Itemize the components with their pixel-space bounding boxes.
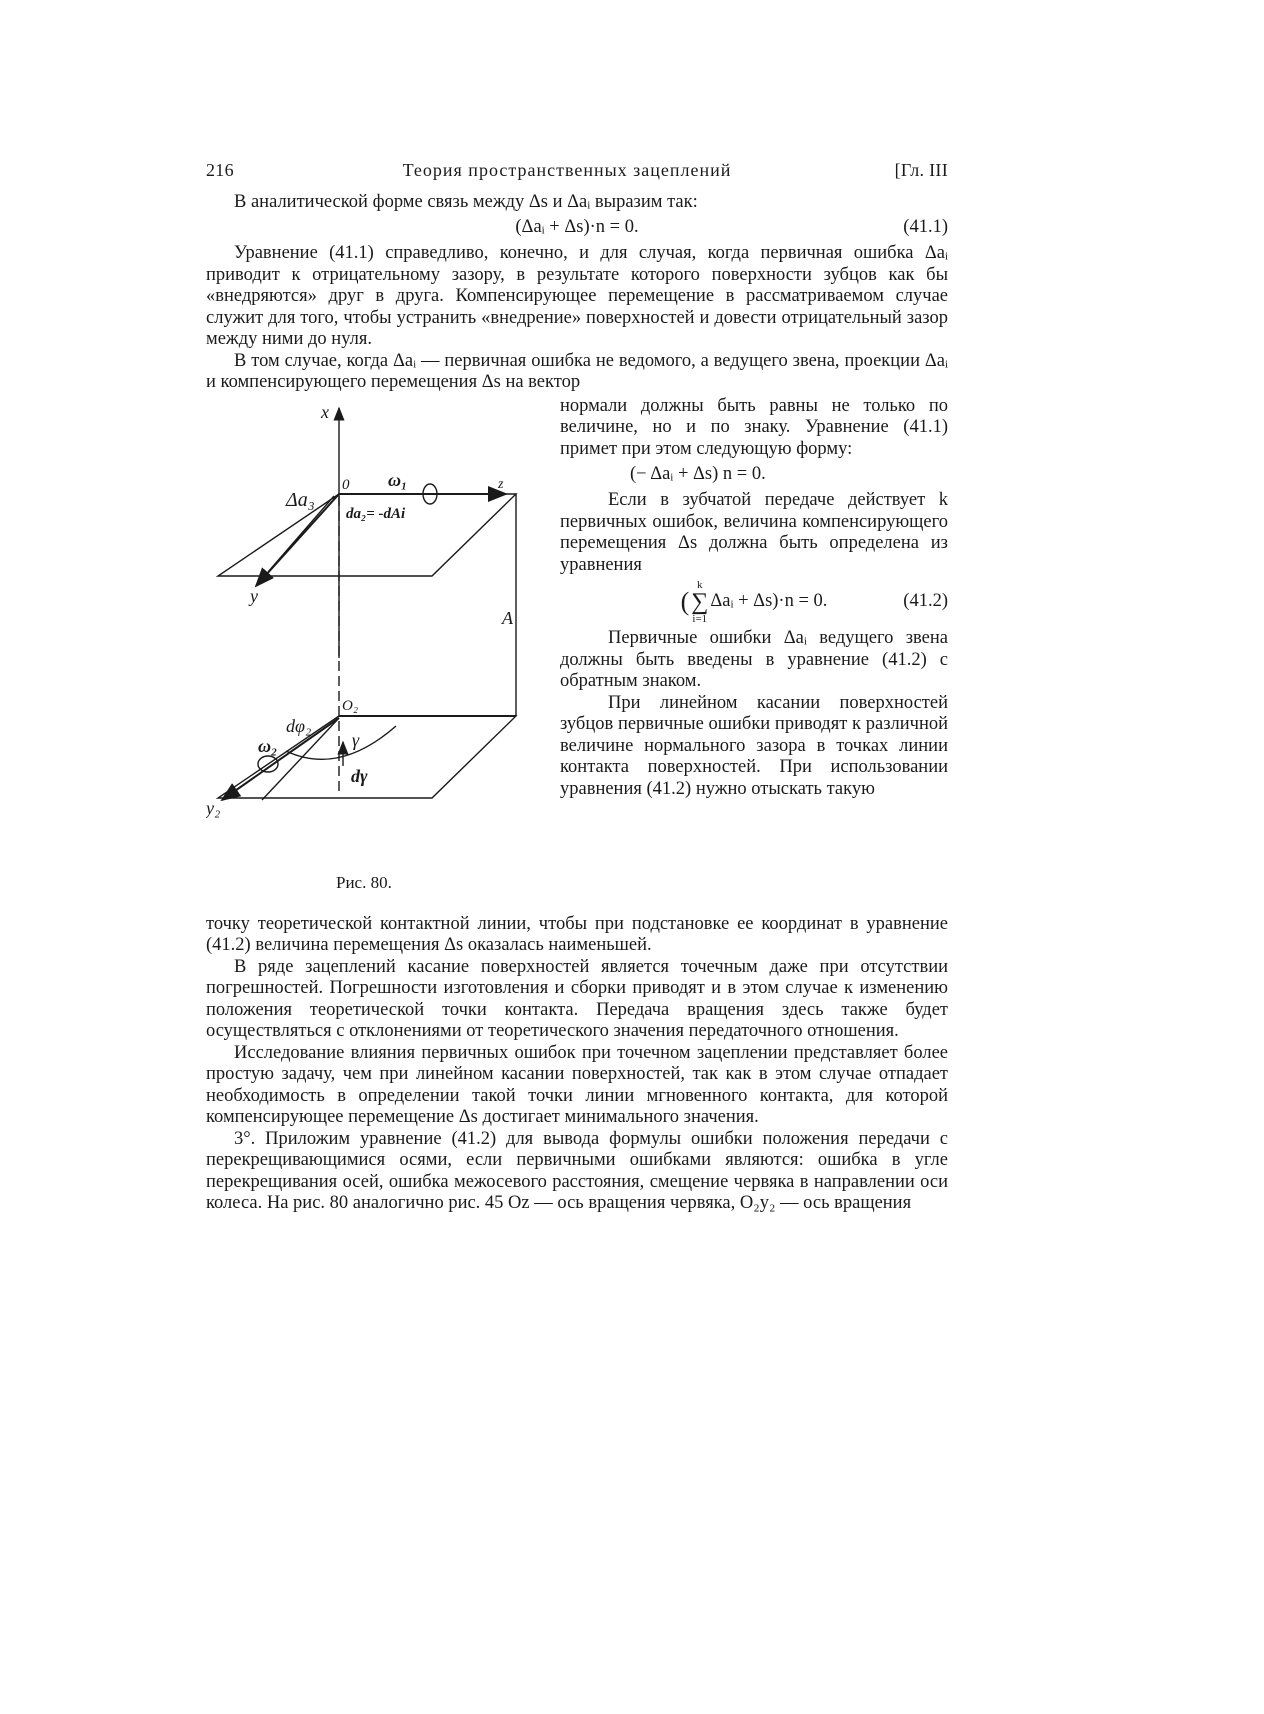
paragraph-5: Исследование влияния первичных ошибок при точечном зацеплении представляет более простую задачу, чем при линейном касании поверхностей, так как в этом случае отпадает необходимость в определении такой точки линии мгновенного контакта, для которой компенсирующее перемещение Δs достигает минимального значения. xyxy=(206,1042,948,1127)
label-omega1: ω₁ xyxy=(388,469,408,490)
paragraph-3: точку теоретической контактной линии, чтобы при подстановке ее координат в уравнение (41.2) величина перемещения Δs оказалась наименьшей. xyxy=(206,913,948,955)
equation-41-2 xyxy=(560,576,948,628)
sigma-symbol: ∑ xyxy=(691,589,709,615)
label-da2: da₂= -dAi xyxy=(346,505,406,522)
figure-80-diagram xyxy=(206,396,552,896)
paragraph-1: Уравнение (41.1) справедливо, конечно, и для случая, когда первичная ошибка Δaᵢ приводит к отрицательному зазору, в результате которого поверхности зубцов как бы «внедряются» друг в друга. Компенсирующее перемещение в рассматриваемом случае служит для того, чтобы устранить «внедрение» поверхностей и довести отрицательный зазор между ними до нуля. xyxy=(206,243,948,349)
figure-80 xyxy=(206,396,552,896)
label-gamma: γ xyxy=(352,729,360,750)
figure-caption: Рис. 80. xyxy=(336,872,392,892)
figure-block xyxy=(206,396,948,914)
label-dgamma: dγ xyxy=(351,765,368,786)
page-number: 216 xyxy=(206,160,234,180)
label-o2: O₂ xyxy=(342,697,359,714)
equation-negative xyxy=(560,460,948,490)
label-a: A xyxy=(502,607,513,628)
equation-41-1-formula: (Δaᵢ + Δs)·n = 0. xyxy=(515,217,639,238)
label-z: z xyxy=(498,476,504,492)
sum-upper-limit: k xyxy=(697,579,703,591)
sum-lower-limit: i=1 xyxy=(692,613,708,625)
label-x: x xyxy=(321,401,329,422)
book-page xyxy=(206,160,948,1215)
label-y2: y₂ xyxy=(206,797,221,818)
side-text-3: Первичные ошибки Δaᵢ ведущего звена должны быть введены в уравнение (41.2) с обратным знаком. xyxy=(560,628,948,691)
paragraph-6: 3°. Приложим уравнение (41.2) для вывода формулы ошибки положения передачи с перекрещивающимися осями, если первичными ошибками являются: ошибка в угле перекрещивания осей, ошибка межосевого расстояния, смещение червяка в направлении оси колеса. На рис. 80 аналогично рис. 45 Oz — ось вращения червяка, O₂y₂ — ось вращения xyxy=(206,1128,948,1213)
equation-41-2-number: (41.2) xyxy=(903,591,948,612)
equation-41-1-number: (41.1) xyxy=(903,217,948,238)
equation-negative-formula: (− Δaᵢ + Δs) n = 0. xyxy=(630,464,766,485)
paragraph-4: В ряде зацеплений касание поверхностей является точечным даже при отсутствии погрешностей. Погрешности изготовления и сборки приводят и в этом случае к изменению положения теоретической точки контакта. Передача вращения здесь также будет осуществляться с отклонениями от теоретического значения передаточного отношения. xyxy=(206,956,948,1041)
label-dphi2: dφ₂ xyxy=(286,715,312,736)
label-delta-a3: Δa₃ xyxy=(286,488,315,511)
running-header xyxy=(206,160,948,182)
side-text-1: нормали должны быть равны не только по величине, но и по знаку. Уравнение (41.1) примет при этом следующую форму: xyxy=(560,395,948,459)
equation-41-1 xyxy=(206,213,948,243)
sum-operator xyxy=(691,579,708,625)
paragraph-2-top: В том случае, когда Δaᵢ — первичная ошибка не ведомого, а ведущего звена, проекции Δaᵢ и компенсирующего перемещения Δs на вектор xyxy=(206,350,948,392)
label-omega2: ω₂ xyxy=(258,735,278,756)
side-text-2: Если в зубчатой передаче действует k первичных ошибок, величина компенсирующего перемещения Δs должна быть определена из уравнения xyxy=(560,490,948,575)
equation-41-2-formula: Δaᵢ + Δs)·n = 0. xyxy=(710,591,828,612)
side-column xyxy=(560,396,948,801)
label-o: 0 xyxy=(342,476,350,493)
label-y: y xyxy=(250,585,258,606)
side-text-4: При линейном касании поверхностей зубцов первичные ошибки приводят к различной величине нормального зазора в точках линии контакта поверхностей. При использовании уравнения (41.2) нужно отыскать такую xyxy=(560,692,948,799)
equation-41-2-expression: ( k ∑ i=1 Δaᵢ + Δs)·n = 0. xyxy=(680,579,828,625)
intro-paragraph: В аналитической форме связь между Δs и Δaᵢ выразим так: xyxy=(234,191,698,212)
chapter-label: [Гл. III xyxy=(894,160,948,180)
running-title: Теория пространственных зацеплений xyxy=(402,160,732,180)
